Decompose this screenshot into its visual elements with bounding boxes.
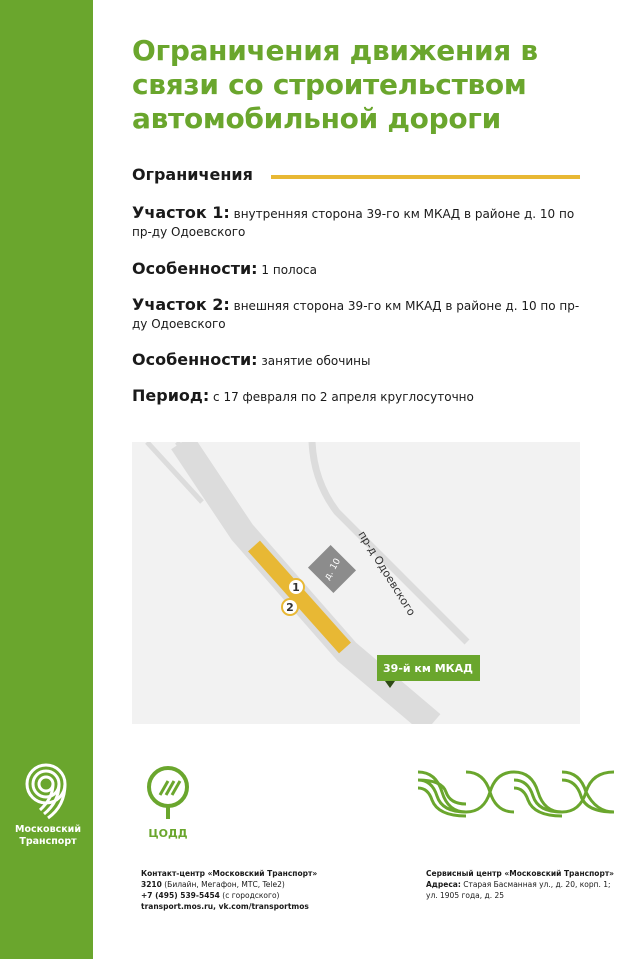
codd-icon [144,765,192,821]
service-title: Сервисный центр «Московский Транспорт» [426,869,615,878]
item-text: занятие обочины [257,354,371,368]
moscow-transport-nine-icon [24,760,72,820]
address-text: Старая Басманная ул., д. 20, корп. 1; ул. 1905 года, д. 25 [426,880,611,900]
item-text: с 17 февраля по 2 апреля круглосуточно [209,390,474,404]
section-heading-text: Ограничения [132,165,253,184]
codd-logo [138,765,198,840]
building-label: д. 10 [322,556,344,583]
wave-pattern [416,764,616,820]
restriction-item [132,260,592,279]
map [132,442,580,724]
marker-1-label: 1 [292,581,300,594]
phone-number[interactable]: +7 (495) 539-5454 [141,891,220,900]
restriction-item [132,387,592,406]
service-center [426,868,616,901]
moscow-transport-logo-text: Московский Транспорт [15,824,81,847]
item-label: Участок 2: [132,295,230,314]
contact-title: Контакт-центр «Московский Транспорт» [141,869,318,878]
mkad-callout-label: 39-й км МКАД [383,662,473,675]
contact-short-number-line [141,879,391,890]
item-label: Участок 1: [132,203,230,222]
item-text: внутренняя сторона 39-го км МКАД в районе д. 10 по пр-ду Одоевского [132,207,575,239]
item-text: 1 полоса [257,263,317,277]
item-label: Особенности: [132,259,258,278]
side-road [312,442,467,642]
restriction-item [132,296,592,333]
phone-note: (с городского) [219,891,280,900]
contact-phone-line [141,890,391,901]
restriction-item [132,351,592,370]
address-label: Адреса: [426,880,461,889]
item-label: Период: [132,386,210,405]
contact-center [141,868,391,912]
section-divider [271,175,580,179]
marker-2-label: 2 [286,601,294,614]
street-label: пр-д Одоевского [355,528,419,619]
moscow-transport-logo [14,760,82,848]
restriction-item [132,204,592,241]
contact-links[interactable]: transport.mos.ru, vk.com/transportmos [141,902,309,911]
short-number: 3210 [141,880,162,889]
codd-label: ЦОДД [148,827,188,840]
short-number-note: (Билайн, Мегафон, МТС, Tele2) [161,880,285,889]
page-title: Ограничения движения в связи со строительством автомобильной дороги [132,34,538,135]
item-text: внешняя сторона 39-го км МКАД в районе д. 10 по пр-ду Одоевского [132,299,580,331]
item-label: Особенности: [132,350,258,369]
map-canvas [132,442,580,724]
service-address [426,879,616,901]
section-heading [132,165,253,184]
